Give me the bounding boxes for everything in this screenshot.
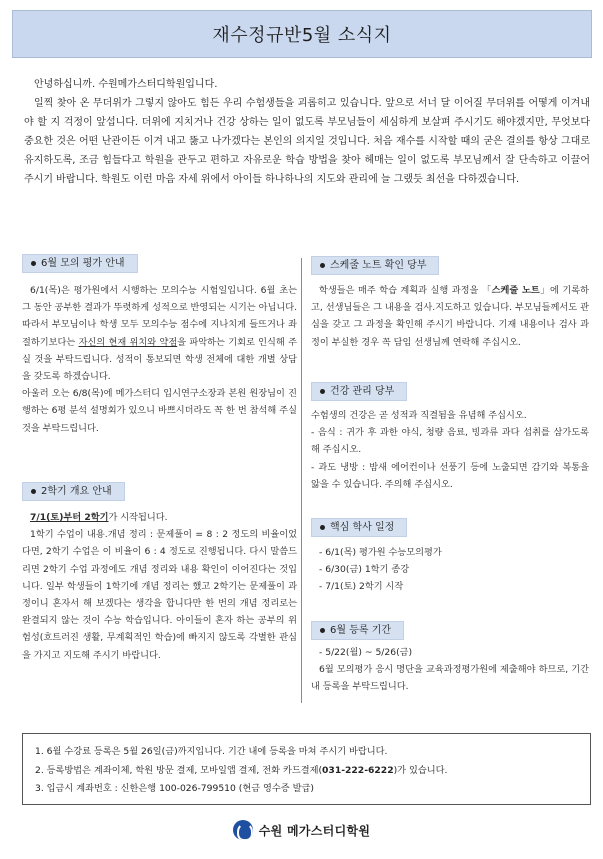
- events-header-label: 핵심 학사 일정: [330, 521, 395, 533]
- semester-start-date: 7/1(토)부터 2학기: [30, 512, 109, 523]
- footer-logo: [0, 815, 603, 845]
- notice-line-2: [35, 762, 578, 781]
- notice-box: [22, 733, 591, 805]
- health-text: [311, 407, 589, 493]
- academy-logo-icon: [233, 820, 253, 840]
- event-item: - 7/1(토) 2학기 시작: [319, 581, 404, 593]
- schedule-note-header: [311, 256, 439, 275]
- mock-exam-header-label: 6월 모의 평가 안내: [41, 257, 125, 269]
- mock-exam-section: [22, 254, 297, 437]
- schedule-note-text-part: 」에 기록하고, 선생님들은 그 내용을 검사.지도하고 있습니다. 부모님들께서도 관심을 갖고 그 과정을 확인해 주시기 바랍니다. 기재 내용이나 검사 과정이 부실한 경우 꼭 담임 선생님께 연락해 주십시오.: [311, 285, 590, 348]
- notice-line-1: 1. 6월 수강료 등록은 5월 26일(금)까지입니다. 기간 내에 등록을 마쳐 주시기 바랍니다.: [35, 746, 388, 757]
- bullet-icon: [31, 489, 36, 494]
- intro-section: [24, 75, 590, 189]
- registration-header: [311, 621, 404, 640]
- title-banner: [12, 10, 592, 58]
- mock-exam-text: [22, 282, 297, 437]
- registration-period: - 5/22(월) ~ 5/26(금): [319, 647, 413, 658]
- health-line: 수험생의 건강은 곧 성적과 직결됨을 유념해 주십시오.: [311, 410, 527, 421]
- registration-section: [311, 621, 589, 696]
- mock-exam-paragraph-1: [22, 282, 297, 385]
- intro-body: 일찍 찾아 온 무더위가 그렇지 않아도 힘든 우리 수험생들을 괴롭히고 있습니다. 앞으로 서너 달 이어질 무더위를 어떻게 이겨내야 할 지 걱정이 앞섭니다. 더위에 지치거나 건강 상하는 일이 없도록 부모님들이 세심하게 보살펴 주시기도 해야겠지만, 무엇보다 중요한 것은 어떤 난관이든 이겨 내고 뚫고 나가겠다는 본인의 의지일 것입니다. 처음 재수를 시작할 때의 굳은 결의를 항상 그대로 유지하도록, 조금 힘들다고 학원을 관두고 편하고 자유로운 학습 방법을 찾아 헤매는 일이 없도록 부모님께서 잘 단속하고 이끌어 주시기 바랍니다. 학원도 이런 마음 자세 위에서 아이들 하나하나의 지도와 관리에 늘 그랬듯 최선을 다하겠습니다.: [24, 98, 590, 185]
- registration-header-label: 6월 등록 기간: [330, 624, 392, 636]
- semester-header: [22, 482, 125, 501]
- bullet-icon: [320, 525, 325, 530]
- health-line: - 음식 : 귀가 후 과한 야식, 청량 음료, 빙과류 과다 섭취를 삼가도록 해 주십시오.: [311, 427, 589, 456]
- semester-lead: [22, 509, 297, 526]
- semester-body: 1학기 수업이 내용.개념 정리 : 문제풀이 = 8 : 2 정도의 비율이었다면, 2학기 수업은 이 비율이 6 : 4 정도로 진행됩니다. 다시 말씀드리면 2학기 수업 과정에도 개념 정리와 내용 확인이 이어진다는 것입니다. 일부 학생들이 1학기에 개념 정리는 했고 2학기는 문제풀이 과정이니 혼자서 해 보겠다는 생각을 합니다만 한 번의 개념 정리로는 완결되지 않는 것이 수능 학습입니다. 아이들이 혼자 하는 공부의 위험성(흐트러진 생활, 무계획적인 학습)에 빠지지 않도록 각별한 관심을 가지고 지도해 주시기 바랍니다.: [22, 529, 297, 661]
- bullet-icon: [320, 263, 325, 268]
- notice-line-3: 3. 입금시 계좌번호 : 신한은행 100-026-799510 (현금 영수증 발급): [35, 783, 314, 794]
- column-divider: [301, 258, 302, 703]
- bullet-icon: [31, 261, 36, 266]
- health-section: [311, 382, 589, 493]
- schedule-note-text-part: 학생들은 매주 학습 계획과 실행 과정을 「: [319, 285, 492, 296]
- bullet-icon: [320, 628, 325, 633]
- events-header: [311, 518, 407, 537]
- health-header: [311, 382, 407, 401]
- mock-exam-text-part: 6/1(목)은 평가원에서 시행하는 모의수능 시험일입니다. 6월 초는 그 동안 공부한 결과가 뚜렷하게 성적으로 반영되는 시기는 아닙니다. 따라서 부모님이나 학생 모두 모의수능 점수에 지나치게 들뜨거나 좌절하기보다는: [22, 285, 297, 348]
- semester-header-label: 2학기 개요 안내: [41, 485, 112, 497]
- event-item: - 6/1(목) 평가원 수능모의평가: [319, 547, 442, 558]
- mock-exam-text-part: 을 파악하는 기회로 인식해 주실 것을 부탁드립니다. 성적이 통보되면 학생 전체에 대한 개별 상담을 갖도록 하겠습니다.: [22, 336, 297, 383]
- schedule-note-bold: 스케줄 노트: [491, 285, 540, 296]
- events-list: [311, 544, 589, 596]
- semester-text: [22, 509, 297, 664]
- semester-lead-rest: 가 시작됩니다.: [108, 512, 168, 523]
- mock-exam-paragraph-2: 아울러 오는 6/8(목)에 메가스터디 입시연구소장과 본원 원장님이 진행하는 6평 분석 설명회가 있으니 바쁘시더라도 꼭 한 번 참석해 주실 것을 부탁드립니다.: [22, 388, 297, 434]
- schedule-note-paragraph: [311, 282, 589, 351]
- schedule-note-text: [311, 282, 589, 351]
- notice-text-part: )가 있습니다.: [393, 764, 448, 776]
- phone-number: 031-222-6222: [322, 764, 394, 776]
- intro-greeting: 안녕하십니까. 수원메가스터디학원입니다.: [34, 79, 218, 90]
- event-item: - 6/30(금) 1학기 종강: [319, 564, 410, 576]
- academy-name: 수원 메가스터디학원: [258, 823, 371, 838]
- notice-text-part: 2. 등록방법은 계좌이체, 학원 방문 결제, 모바일앱 결제, 전화 카드결제(: [35, 764, 323, 776]
- registration-note: 6월 모의평가 응시 명단을 교육과정평가원에 제출해야 하므로, 기간 내 등록을 부탁드립니다.: [311, 664, 589, 693]
- health-header-label: 건강 관리 당부: [330, 385, 395, 397]
- bullet-icon: [320, 389, 325, 394]
- events-section: [311, 518, 589, 596]
- mock-exam-underlined: 자신의 현재 위치와 약점: [78, 336, 178, 348]
- mock-exam-header: [22, 254, 138, 273]
- registration-text: [311, 644, 589, 696]
- schedule-note-header-label: 스케줄 노트 확인 당부: [330, 259, 427, 271]
- semester-section: [22, 482, 297, 664]
- health-line: - 과도 냉방 : 밤새 에어컨이나 선풍기 등에 노출되면 감기와 복통을 앓을 수 있습니다. 주의해 주십시오.: [311, 461, 589, 490]
- schedule-note-section: [311, 256, 589, 351]
- page-title: 재수정규반5월 소식지: [212, 25, 392, 46]
